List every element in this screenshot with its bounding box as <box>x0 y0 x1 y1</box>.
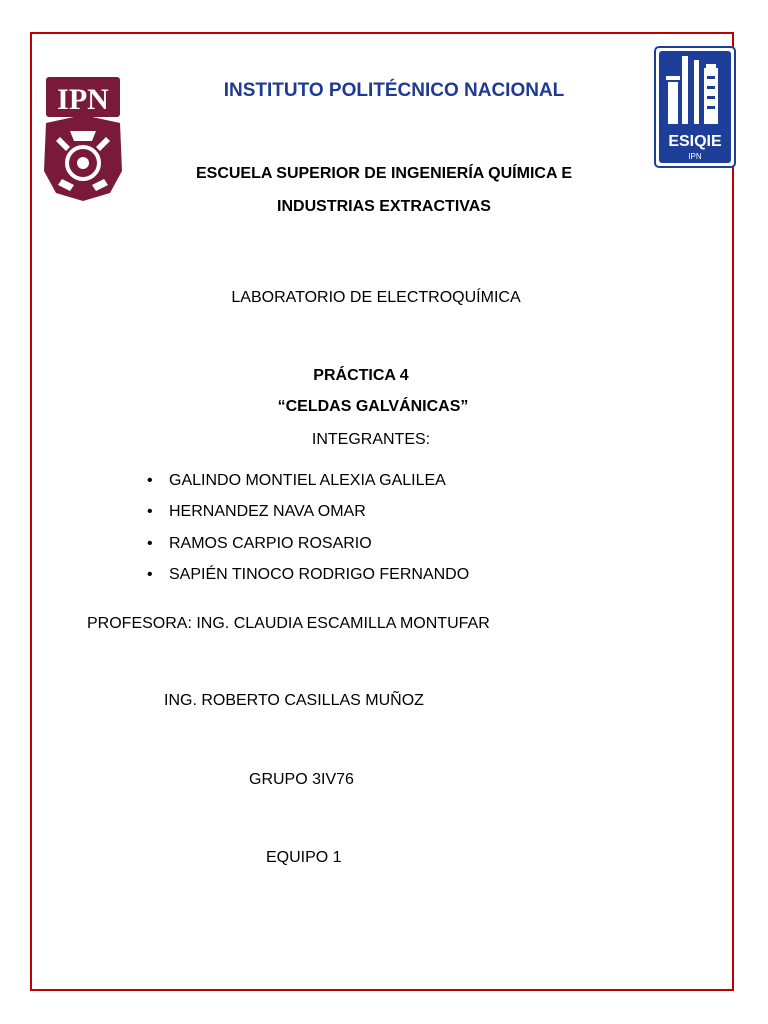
practice-title: “CELDAS GALVÁNICAS” <box>277 398 469 415</box>
school-name-line1: ESCUELA SUPERIOR DE INGENIERÍA QUÍMICA E <box>195 165 573 182</box>
practice-number: PRÁCTICA 4 <box>313 367 409 384</box>
member-name: HERNANDEZ NAVA OMAR <box>169 503 366 520</box>
member-name: GALINDO MONTIEL ALEXIA GALILEA <box>169 472 446 489</box>
team-line: EQUIPO 1 <box>266 849 342 866</box>
bullet: • <box>147 535 153 552</box>
member-item <box>147 503 366 521</box>
esiqie-logo-text: ESIQIE <box>668 133 722 150</box>
bullet: • <box>147 472 153 489</box>
professor2-line: ING. ROBERTO CASILLAS MUÑOZ <box>164 692 424 709</box>
member-name: RAMOS CARPIO ROSARIO <box>169 535 372 552</box>
school-name-line2: INDUSTRIAS EXTRACTIVAS <box>277 198 491 215</box>
ipn-logo-text: IPN <box>57 83 109 116</box>
bullet: • <box>147 503 153 520</box>
member-item <box>147 566 469 584</box>
institute-title: INSTITUTO POLITÉCNICO NACIONAL <box>223 80 565 101</box>
member-item <box>147 472 446 490</box>
lab-name: LABORATORIO DE ELECTROQUÍMICA <box>231 289 521 306</box>
group-line: GRUPO 3IV76 <box>249 771 354 788</box>
esiqie-logo-subtext: IPN <box>688 152 702 161</box>
member-name: SAPIÉN TINOCO RODRIGO FERNANDO <box>169 566 470 583</box>
ipn-logo <box>40 75 126 203</box>
professor-line: PROFESORA: ING. CLAUDIA ESCAMILLA MONTUFAR <box>87 615 490 632</box>
members-heading: INTEGRANTES: <box>311 431 431 448</box>
esiqie-logo <box>654 46 736 168</box>
member-item <box>147 535 372 553</box>
bullet: • <box>147 566 153 583</box>
